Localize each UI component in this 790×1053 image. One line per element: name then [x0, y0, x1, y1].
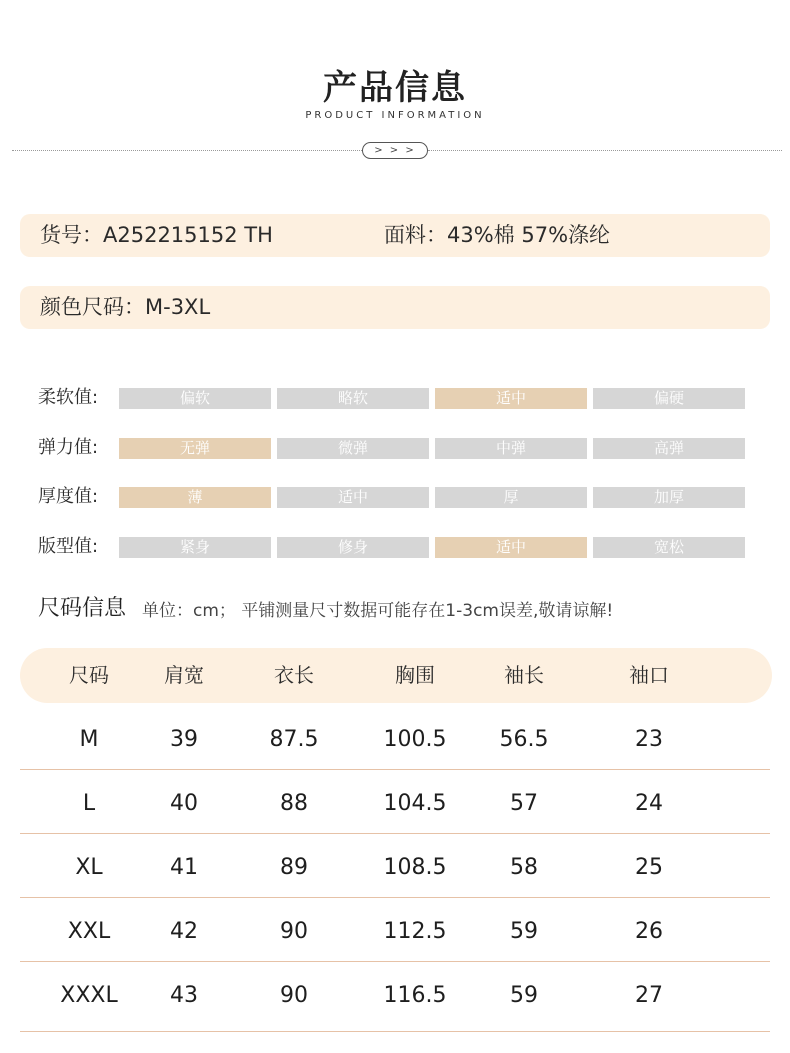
table-cell: 116.5	[383, 983, 447, 1008]
divider-line-left	[12, 150, 362, 151]
table-header-cell: 胸围	[395, 663, 435, 687]
table-row	[0, 836, 790, 900]
table-cell: 39	[170, 727, 198, 752]
table-cell: 90	[280, 919, 308, 944]
row-divider	[20, 1031, 770, 1032]
table-row	[0, 772, 790, 836]
rating-label: 厚度值:	[38, 486, 99, 507]
item-number: 货号：A252215152 TH	[40, 223, 273, 247]
rating-row	[0, 485, 790, 509]
rating-option: 厚	[435, 487, 587, 508]
table-cell: 100.5	[383, 727, 447, 752]
page-title: 产品信息	[323, 68, 467, 108]
table-cell: 56.5	[499, 727, 549, 752]
info-bar-item-fabric	[20, 214, 770, 257]
color-size-range: 颜色尺码：M-3XL	[40, 295, 211, 319]
table-cell: 104.5	[383, 791, 447, 816]
rating-option: 略软	[277, 388, 429, 409]
table-row	[0, 900, 790, 964]
table-cell: 87.5	[269, 727, 319, 752]
table-cell: 88	[280, 791, 308, 816]
table-header-cell: 肩宽	[164, 663, 204, 687]
table-header-cell: 袖长	[504, 663, 544, 687]
rating-label: 版型值:	[38, 536, 99, 557]
table-cell: M	[79, 727, 99, 752]
table-cell: 59	[510, 983, 538, 1008]
divider-line-right	[428, 150, 782, 151]
rating-row	[0, 436, 790, 460]
rating-option: 紧身	[119, 537, 271, 558]
table-row	[0, 708, 790, 772]
rating-option: 适中	[277, 487, 429, 508]
table-cell: 90	[280, 983, 308, 1008]
row-divider	[20, 833, 770, 834]
rating-option: 修身	[277, 537, 429, 558]
table-row	[0, 964, 790, 1028]
divider-pill: > > >	[362, 142, 428, 159]
rating-option: 微弹	[277, 438, 429, 459]
table-cell: 57	[510, 791, 538, 816]
info-bar-color-size	[20, 286, 770, 329]
rating-option: 中弹	[435, 438, 587, 459]
table-cell: XXL	[67, 919, 111, 944]
table-cell: 24	[635, 791, 663, 816]
table-cell: 25	[635, 855, 663, 880]
table-header-cell: 尺码	[69, 663, 109, 687]
page-subtitle: PRODUCT INFORMATION	[305, 110, 485, 121]
rating-option: 高弹	[593, 438, 745, 459]
table-cell: 41	[170, 855, 198, 880]
rating-option: 宽松	[593, 537, 745, 558]
row-divider	[20, 897, 770, 898]
table-cell: XL	[75, 855, 103, 880]
fabric-composition: 面料：43%棉 57%涤纶	[384, 223, 611, 247]
table-cell: 23	[635, 727, 663, 752]
rating-label: 弹力值:	[38, 437, 99, 458]
rating-row	[0, 535, 790, 559]
rating-option-selected: 适中	[435, 537, 587, 558]
table-cell: 59	[510, 919, 538, 944]
row-divider	[20, 961, 770, 962]
rating-option: 偏软	[119, 388, 271, 409]
table-cell: 27	[635, 983, 663, 1008]
table-cell: L	[82, 791, 96, 816]
table-cell: 58	[510, 855, 538, 880]
rating-option-selected: 薄	[119, 487, 271, 508]
table-cell: 43	[170, 983, 198, 1008]
rating-option-selected: 适中	[435, 388, 587, 409]
table-cell: 42	[170, 919, 198, 944]
rating-label: 柔软值:	[38, 387, 99, 408]
table-header-cell: 衣长	[274, 663, 314, 687]
rating-option-selected: 无弹	[119, 438, 271, 459]
table-cell: 108.5	[383, 855, 447, 880]
table-cell: 112.5	[383, 919, 447, 944]
size-info-note: 单位：cm； 平铺测量尺寸数据可能存在1-3cm误差,敬请谅解!	[142, 601, 614, 621]
table-cell: 26	[635, 919, 663, 944]
row-divider	[20, 769, 770, 770]
size-table-header	[20, 648, 772, 703]
rating-option: 偏硬	[593, 388, 745, 409]
table-cell: XXXL	[60, 983, 118, 1008]
table-cell: 89	[280, 855, 308, 880]
table-header-cell: 袖口	[629, 663, 669, 687]
rating-option: 加厚	[593, 487, 745, 508]
size-info-heading: 尺码信息	[38, 596, 127, 621]
rating-row	[0, 386, 790, 410]
table-cell: 40	[170, 791, 198, 816]
